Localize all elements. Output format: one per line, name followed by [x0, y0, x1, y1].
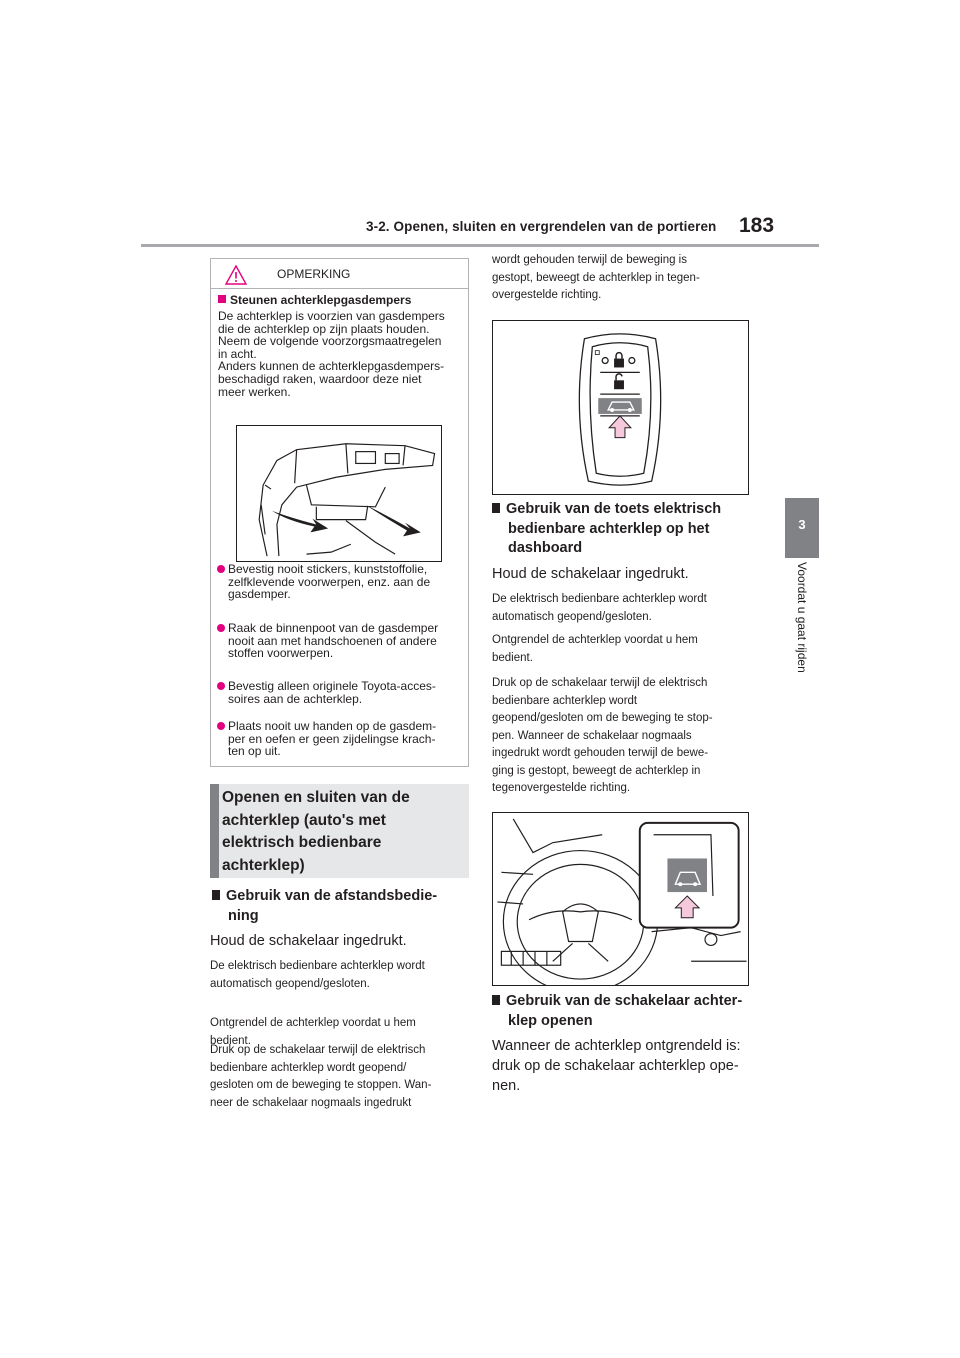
remote-heading: Gebruik van de afstandsbedie- ning [212, 887, 472, 926]
key-fob-illustration [492, 320, 749, 495]
section-title-box [210, 784, 469, 878]
section-title: Openen en sluiten van de achterklep (auto's met elektrisch bedienbare achterklep) [222, 789, 410, 874]
notice-bullet-3: Bevestig alleen originele Toyota-acces- soires aan de achterklep. [217, 680, 465, 705]
bullet-dot-icon [217, 682, 225, 690]
page-number: 183 [739, 214, 775, 237]
notice-bullet-2: Raak de binnenpoot van de gasdemper nooit aan met handschoenen of andere stoffen voorwerpen. [217, 622, 465, 660]
warning-icon [225, 265, 247, 285]
dashboard-para-2: Ontgrendel de achterklep voordat u hem bedient. [492, 634, 698, 664]
bullet-dot-icon [217, 565, 225, 573]
tailgate-switch-body: Wanneer de achterklep ontgrendeld is: druk op de schakelaar achterklep ope- nen. [492, 1038, 741, 1094]
dashboard-para-1: De elektrisch bedienbare achterklep wordt automatisch geopend/gesloten. [492, 593, 707, 623]
tailgate-damper-illustration [236, 425, 442, 562]
dashboard-instruction: Houd de schakelaar ingedrukt. [492, 566, 689, 582]
notice-label: OPMERKING [277, 267, 351, 281]
tailgate-switch-heading: Gebruik van de schakelaar achter- klep openen [492, 992, 757, 1031]
notice-box [210, 258, 469, 767]
notice-bullet-1: Bevestig nooit stickers, kunststoffolie, zelfklevende voorwerpen, enz. aan de gasdemper. [217, 563, 465, 601]
bullet-dot-icon [217, 722, 225, 730]
notice-subtitle: Steunen achterklepgasdempers [218, 293, 411, 307]
remote-para-3-continued: wordt gehouden terwijl de beweging is gestopt, beweegt de achterklep in tegen- overgestelde richting. [492, 254, 700, 301]
remote-para-3: Druk op de schakelaar terwijl de elektrisch bedienbare achterklep wordt geopend/ gesloten om de beweging te stoppen. Wan- neer de schakelaar nogmaals ingedrukt [210, 1044, 432, 1109]
dashboard-heading: Gebruik van de toets elektrisch bedienbare achterklep op het dashboard [492, 500, 757, 559]
chapter-number: 3 [798, 517, 806, 532]
square-bullet-icon [492, 503, 500, 513]
square-bullet-icon [218, 295, 226, 303]
square-bullet-icon [492, 995, 500, 1005]
chapter-label-text: Voordat u gaat rijden [795, 562, 809, 673]
notice-body: De achterklep is voorzien van gasdempers die de achterklep op zijn plaats houden. Neem de volgende voorzorgsmaatregelen in acht. Anders kunnen de achterklepgasdempers- beschadigd raken, waardoor deze niet meer werken. [218, 309, 445, 399]
section-accent-bar [210, 784, 219, 878]
bullet-dot-icon [217, 624, 225, 632]
remote-instruction: Houd de schakelaar ingedrukt. [210, 933, 407, 949]
remote-para-1: De elektrisch bedienbare achterklep wordt automatisch geopend/gesloten. [210, 960, 425, 990]
notice-bullet-4: Plaats nooit uw handen op de gasdem- per en oefen er geen zijdelingse krach- ten op uit. [217, 720, 465, 758]
notice-header [211, 259, 468, 289]
dashboard-para-3: Druk op de schakelaar terwijl de elektrisch bedienbare achterklep wordt geopend/gesloten om de beweging te stop- pen. Wanneer de schakelaar nogmaals ingedrukt wordt gehouden terwijl de bewe- ging is gestopt, beweegt de achterklep in tegenovergestelde richting. [492, 677, 713, 794]
running-header: 3-2. Openen, sluiten en vergrendelen van de portieren [366, 219, 717, 234]
dashboard-switch-illustration [492, 812, 749, 986]
header-rule [141, 244, 819, 247]
square-bullet-icon [212, 890, 220, 900]
remote-para-2: Ontgrendel de achterklep voordat u hem bedient. [210, 1017, 416, 1047]
chapter-label [786, 562, 818, 722]
